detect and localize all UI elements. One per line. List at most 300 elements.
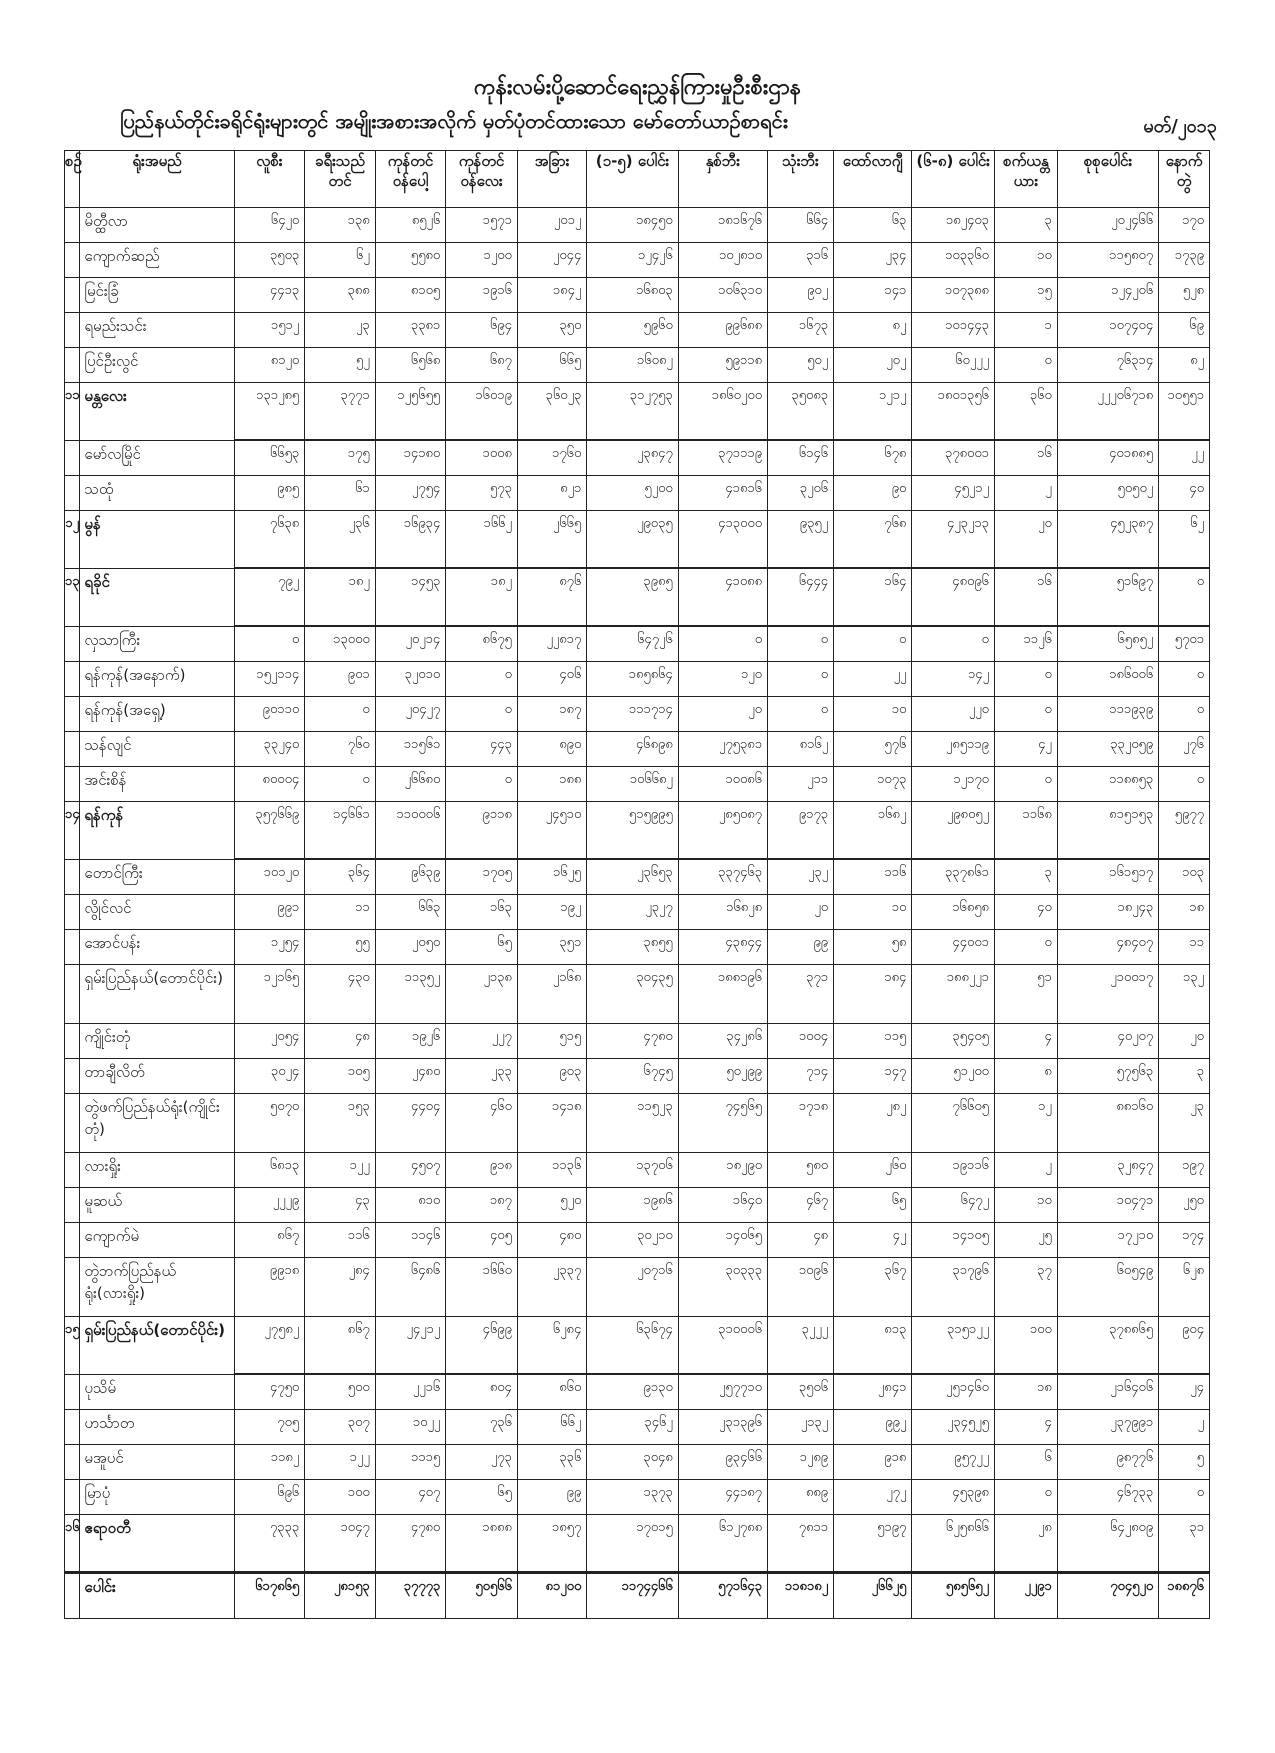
value-cell: ၁၆၀၁၉	[446, 383, 518, 441]
office-name: ရှမ်းပြည်နယ်(တောင်ပိုင်း)	[80, 1317, 234, 1375]
value-cell: ၀	[1159, 1480, 1210, 1515]
value-cell: ၃၇၇၇၃	[375, 1573, 446, 1619]
value-cell: ၁၁	[1159, 930, 1210, 965]
value-cell: ၇၈၁၁	[768, 1515, 834, 1573]
value-cell: ၁၆၈၀၃	[587, 278, 678, 313]
value-cell: ၃၃၂၄၀	[234, 732, 305, 767]
value-cell: ၀	[446, 662, 518, 697]
value-cell: ၁၂၄၂၀၆	[1057, 278, 1158, 313]
value-cell: ၄၃၈၄၄	[678, 930, 767, 965]
total-row	[65, 1573, 1210, 1619]
value-cell: ၆၁၇၈၆၅	[234, 1573, 305, 1619]
office-name: ရခိုင်	[80, 568, 234, 626]
value-cell: ၆၉၄	[446, 313, 518, 348]
value-cell: ၈၆၀	[517, 1374, 586, 1410]
value-cell: ၉၉	[517, 1480, 586, 1515]
value-cell: ၄၄၃	[446, 732, 518, 767]
table-row	[65, 278, 1210, 313]
value-cell: ၁၇၂၁၀	[1057, 1223, 1158, 1258]
value-cell: ၂၂၂၀၆၇၁၈	[1057, 383, 1158, 441]
value-cell: ၁၀၆၃၁၀	[678, 278, 767, 313]
column-header: ရုံးအမည်	[80, 151, 234, 208]
value-cell: ၅၇၆	[834, 732, 912, 767]
value-cell: ၂၀၄၂၇	[375, 697, 446, 732]
value-cell: ၃၃၇၈၆၁	[912, 859, 995, 895]
office-name: အောင်ပန်း	[80, 930, 234, 965]
value-cell: ၁၆၃	[446, 895, 518, 930]
value-cell: ၆၂၈	[1159, 1258, 1210, 1317]
value-cell: ၁၂၁၇၀	[912, 767, 995, 802]
value-cell: ၁၆၄	[834, 568, 912, 626]
value-cell: ၉၃၄၆၆	[678, 1445, 767, 1480]
value-cell: ၄၆၉၉	[446, 1317, 518, 1375]
value-cell: ၁၉၂၆	[375, 1024, 446, 1059]
value-cell: ၁၀၉၆	[768, 1258, 834, 1317]
value-cell: ၁၆၈၂၈	[678, 895, 767, 930]
value-cell: ၃၅၀၆	[768, 1374, 834, 1410]
value-cell: ၁၇၀၅	[446, 859, 518, 895]
value-cell: ၆၅၆၈	[375, 348, 446, 383]
row-number	[65, 930, 80, 965]
value-cell: ၁၂၀၀	[446, 243, 518, 278]
value-cell: ၂၅၁၄၆၀	[912, 1374, 995, 1410]
value-cell: ၁၀၀၄	[768, 1024, 834, 1059]
value-cell: ၁၈၂၄၀၃	[912, 208, 995, 243]
value-cell: ၄၄၁၈၇	[678, 1480, 767, 1515]
value-cell: ၂၇၆	[1159, 732, 1210, 767]
table-row	[65, 767, 1210, 802]
table-row	[65, 1223, 1210, 1258]
report-title: ကုန်းလမ်းပို့ဆောင်ရေးညွှန်ကြားမှုဦးစီးဌာန	[473, 75, 802, 100]
value-cell: ၁၇၀	[1159, 208, 1210, 243]
value-cell: ၁၈၈၇၆	[1159, 1573, 1210, 1619]
office-name: မန္တလေး	[80, 383, 234, 441]
value-cell: ၅၂၀	[517, 1188, 586, 1223]
value-cell: ၂၇၅၃၈၁	[678, 732, 767, 767]
value-cell: ၅၈၀	[768, 1153, 834, 1188]
value-cell: ၃၁	[1159, 1515, 1210, 1573]
value-cell: ၃၁၇၉၆	[912, 1258, 995, 1317]
value-cell: ၁၀	[834, 895, 912, 930]
row-number	[65, 1258, 80, 1317]
value-cell: ၁၉၈၆	[587, 1188, 678, 1223]
office-name: ဟင်္သာတ	[80, 1410, 234, 1445]
value-cell: ၃၈၅၅	[587, 930, 678, 965]
value-cell: ၇၆၀	[305, 732, 376, 767]
value-cell: ၁၄၅၃	[375, 568, 446, 626]
value-cell: ၃၃၂၀၅၉	[1057, 732, 1158, 767]
value-cell: ၁၀၁၂၀	[234, 859, 305, 895]
value-cell: ၂၀၂၄၆၆	[1057, 208, 1158, 243]
value-cell: ၇၆၃၁၄	[1057, 348, 1158, 383]
value-cell: ၇၉၂	[234, 568, 305, 626]
row-number	[65, 965, 80, 1024]
value-cell: ၂၆၆၂၅	[834, 1573, 912, 1619]
value-cell: ၁၈၈၁၉၆	[678, 965, 767, 1024]
value-cell: ၅၀၅၆၆	[446, 1573, 518, 1619]
value-cell: ၉၉၆၈၈	[678, 313, 767, 348]
office-name: လွိုင်လင်	[80, 895, 234, 930]
value-cell: ၁၆၆၀	[446, 1258, 518, 1317]
office-name: မအူပင်	[80, 1445, 234, 1480]
value-cell: ၂၀၂၁၄	[375, 626, 446, 662]
table-row	[65, 1258, 1210, 1317]
row-number	[65, 348, 80, 383]
column-header: စုစုပေါင်း	[1057, 151, 1158, 208]
row-number	[65, 1223, 80, 1258]
value-cell: ၃၅၀၃	[234, 243, 305, 278]
column-header: ကုန်တင်ဝန်လေး	[446, 151, 518, 208]
row-number	[65, 243, 80, 278]
value-cell: ၄၁၈၁၆	[678, 476, 767, 511]
value-cell: ၄၁၀၈၈	[678, 568, 767, 626]
row-number	[65, 476, 80, 511]
column-header: နောက်တွဲ	[1159, 151, 1210, 208]
table-row	[65, 1094, 1210, 1153]
value-cell: ၂၀၄၄	[517, 243, 586, 278]
value-cell: ၃၁၅၁၂၂	[912, 1317, 995, 1375]
value-cell: ၂၈၂	[834, 1094, 912, 1153]
column-header: နှစ်ဘီး	[678, 151, 767, 208]
value-cell: ၆	[994, 1445, 1057, 1480]
value-cell: ၁၇၆၀	[517, 440, 586, 476]
value-cell: ၄၀	[994, 895, 1057, 930]
value-cell: ၁၈၄၅၀	[587, 208, 678, 243]
value-cell: ၅၁၆၉၇	[1057, 568, 1158, 626]
value-cell: ၃၃၇၄၆၃	[678, 859, 767, 895]
value-cell: ၁၆	[994, 440, 1057, 476]
value-cell: ၆၇၈	[834, 440, 912, 476]
office-name: တွဲဘက်ပြည်နယ်ရုံး(လားရှိုး)	[80, 1258, 234, 1317]
value-cell: ၆၆၅၃	[234, 440, 305, 476]
value-cell: ၈၆၇၅	[446, 626, 518, 662]
row-number	[65, 626, 80, 662]
value-cell: ၅၁၅၉၉၅	[587, 802, 678, 860]
office-name: ပေါင်း	[80, 1573, 234, 1619]
value-cell: ၂၈၁၅၃	[305, 1573, 376, 1619]
office-name: ပြင်ဦးလွင်	[80, 348, 234, 383]
report-subtitle: ပြည်နယ်တိုင်းခရိုင်ရုံးများတွင် အမျိုးအစားအလိုက် မှတ်ပုံတင်ထားသော မော်တော်ယာဉ်စာရင်း	[120, 109, 788, 133]
value-cell: ၂၃၇၉၉၁	[1057, 1410, 1158, 1445]
value-cell: ၄၅၂၁၂	[912, 476, 995, 511]
value-cell: ၁၆၀၈၂	[587, 348, 678, 383]
value-cell: ၁၅၂၁၁၄	[234, 662, 305, 697]
value-cell: ၂၆၆၈၀	[375, 767, 446, 802]
value-cell: ၄၀၁၈၈၅	[1057, 440, 1158, 476]
value-cell: ၁၆၂၅	[517, 859, 586, 895]
value-cell: ၅၅၈၀	[375, 243, 446, 278]
value-cell: ၁၀	[994, 243, 1057, 278]
value-cell: ၆၁	[305, 476, 376, 511]
value-cell: ၂၁၆၈	[517, 965, 586, 1024]
value-cell: ၂၄၈၀	[375, 1059, 446, 1094]
table-row	[65, 1445, 1210, 1480]
table-row	[65, 697, 1210, 732]
value-cell: ၉၅၇၂၂	[912, 1445, 995, 1480]
value-cell: ၃၇၁	[768, 965, 834, 1024]
value-cell: ၂၅	[994, 1223, 1057, 1258]
value-cell: ၁၂၂	[305, 1153, 376, 1188]
value-cell: ၁၈၁၆၇၆	[678, 208, 767, 243]
value-cell: ၆၁၂၇၈၈	[678, 1515, 767, 1573]
value-cell: ၂၀၇၁၆	[587, 1258, 678, 1317]
row-number	[65, 662, 80, 697]
value-cell: ၄၇၈၀	[375, 1515, 446, 1573]
value-cell: ၇၁၄	[768, 1059, 834, 1094]
value-cell: ၆၆၃	[375, 895, 446, 930]
column-header: စဉ်	[65, 151, 80, 208]
value-cell: ၁၈၂၄၃	[1057, 895, 1158, 930]
value-cell: ၈၇၆	[517, 568, 586, 626]
row-number	[65, 278, 80, 313]
value-cell: ၀	[994, 1480, 1057, 1515]
value-cell: ၆၀၂၂၂	[912, 348, 995, 383]
value-cell: ၂၈၄၁	[834, 1374, 912, 1410]
value-cell: ၁၇၄	[1159, 1223, 1210, 1258]
value-cell: ၂၂	[834, 662, 912, 697]
value-cell: ၉၈၅	[234, 476, 305, 511]
value-cell: ၁၈၂၉၀	[678, 1153, 767, 1188]
value-cell: ၁၀၅၅၁	[1159, 383, 1210, 441]
value-cell: ၀	[678, 626, 767, 662]
value-cell: ၃၀၄၈	[587, 1445, 678, 1480]
value-cell: ၄၂	[834, 1223, 912, 1258]
value-cell: ၈၁၂၀	[234, 348, 305, 383]
value-cell: ၂၀၁၂	[517, 208, 586, 243]
value-cell: ၁၇၀၁၅	[587, 1515, 678, 1573]
value-cell: ၁၈၂	[446, 568, 518, 626]
value-cell: ၁၀၄၇	[305, 1515, 376, 1573]
office-name: သန်လျင်	[80, 732, 234, 767]
value-cell: ၂၆၆၅	[517, 511, 586, 569]
value-cell: ၂၃၆၅၃	[587, 859, 678, 895]
value-cell: ၁၄၁၈၀	[375, 440, 446, 476]
value-cell: ၂၃၁၃၉၆	[678, 1410, 767, 1445]
value-cell: ၁၀	[834, 697, 912, 732]
row-number	[65, 1445, 80, 1480]
value-cell: ၃၆၀၂၃	[517, 383, 586, 441]
value-cell: ၃၇၈၀၀၁	[912, 440, 995, 476]
value-cell: ၁၀၃၃၆၀	[912, 243, 995, 278]
value-cell: ၁၈၄၂	[517, 278, 586, 313]
value-cell: ၁၀၇၄၀၄	[1057, 313, 1158, 348]
office-name: ရန်ကုန်(အနောက်)	[80, 662, 234, 697]
value-cell: ၁၁၅၈၀၇	[1057, 243, 1158, 278]
value-cell: ၅၁	[994, 965, 1057, 1024]
value-cell: ၈၈၉	[768, 1480, 834, 1515]
value-cell: ၂၉၀၃၅	[587, 511, 678, 569]
column-header: ကုန်တင်ဝန်ပေါ့	[375, 151, 446, 208]
row-number	[65, 440, 80, 476]
value-cell: ၃	[994, 859, 1057, 895]
table-row	[65, 511, 1210, 569]
value-cell: ၄၈၀	[517, 1223, 586, 1258]
value-cell: ၉၉၂	[834, 1410, 912, 1445]
value-cell: ၆၅	[446, 930, 518, 965]
value-cell: ၀	[994, 662, 1057, 697]
value-cell: ၃၆၄	[305, 859, 376, 895]
table-row	[65, 1317, 1210, 1375]
value-cell: ၁၁၃၆	[517, 1153, 586, 1188]
value-cell: ၆၆၂	[517, 1410, 586, 1445]
table-row	[65, 732, 1210, 767]
value-cell: ၃၉၈၅	[587, 568, 678, 626]
value-cell: ၂၃၂၇	[587, 895, 678, 930]
value-cell: ၀	[446, 697, 518, 732]
value-cell: ၃၆၀	[994, 383, 1057, 441]
value-cell: ၆၂	[1159, 511, 1210, 569]
office-name: ကျောက်ဆည်	[80, 243, 234, 278]
value-cell: ၇၆၃၈	[234, 511, 305, 569]
value-cell: ၈၆၇	[234, 1223, 305, 1258]
value-cell: ၂	[994, 1153, 1057, 1188]
value-cell: ၁၅၇၁	[446, 208, 518, 243]
value-cell: ၀	[234, 626, 305, 662]
value-cell: ၁၃၇၀၆	[587, 1153, 678, 1188]
value-cell: ၇၀၅	[234, 1410, 305, 1445]
value-cell: ၄၄၀၀၁	[912, 930, 995, 965]
value-cell: ၁၈	[994, 1374, 1057, 1410]
value-cell: ၁၀၅	[305, 1059, 376, 1094]
value-cell: ၄၆၈၉၈	[587, 732, 678, 767]
value-cell: ၄	[994, 1024, 1057, 1059]
value-cell: ၃၇၈၈၆၅	[1057, 1317, 1158, 1375]
value-cell: ၆၄၂၈၀၉	[1057, 1515, 1158, 1573]
office-name: သထုံ	[80, 476, 234, 511]
value-cell: ၁၅	[994, 278, 1057, 313]
value-cell: ၃	[1159, 1059, 1210, 1094]
value-cell: ၄၆၀	[446, 1094, 518, 1153]
value-cell: ၁၄၇	[834, 1059, 912, 1094]
table-row	[65, 895, 1210, 930]
value-cell: ၃၂၂၂	[768, 1317, 834, 1375]
value-cell: ၃၅၀	[517, 313, 586, 348]
value-cell: ၅	[1159, 1445, 1210, 1480]
value-cell: ၈၁၀၅	[375, 278, 446, 313]
value-cell: ၄၀၇	[375, 1480, 446, 1515]
office-name: ရမည်းသင်း	[80, 313, 234, 348]
value-cell: ၆၆၅	[517, 348, 586, 383]
value-cell: ၄၄၁၃	[234, 278, 305, 313]
row-number	[65, 732, 80, 767]
value-cell: ၉၁၈	[834, 1445, 912, 1480]
value-cell: ၅၁၂၀၀	[912, 1059, 995, 1094]
value-cell: ၂၃၄၅၂၅	[912, 1410, 995, 1445]
value-cell: ၉၁၁၈	[446, 802, 518, 860]
value-cell: ၁၆	[994, 568, 1057, 626]
value-cell: ၂၃၄	[834, 243, 912, 278]
value-cell: ၁၈၈၈	[446, 1515, 518, 1573]
value-cell: ၁၁၅	[834, 1024, 912, 1059]
value-cell: ၁၀၇၃၈၈	[912, 278, 995, 313]
value-cell: ၉၀၁၁၀	[234, 697, 305, 732]
column-header: လူစီး	[234, 151, 305, 208]
value-cell: ၄၀၆	[517, 662, 586, 697]
value-cell: ၅၂၀၀	[587, 476, 678, 511]
office-name: ကျောက်မဲ	[80, 1223, 234, 1258]
row-number: ၁၃	[65, 568, 80, 626]
value-cell: ၅၇၅၆၃	[1057, 1059, 1158, 1094]
value-cell: ၇၃၃၃	[234, 1515, 305, 1573]
value-cell: ၁၂၂	[305, 1445, 376, 1480]
row-number: ၁၄	[65, 802, 80, 860]
value-cell: ၆၀၅၄၉	[1057, 1258, 1158, 1317]
table-row	[65, 1188, 1210, 1223]
value-cell: ၂၀	[1159, 1024, 1210, 1059]
value-cell: ၁၄၁၀၅	[912, 1223, 995, 1258]
value-cell: ၇၆၈	[834, 511, 912, 569]
office-name: အင်းစိန်	[80, 767, 234, 802]
value-cell: ၄၇၅၀	[234, 1374, 305, 1410]
value-cell: ၂၈၅၁၁၉	[912, 732, 995, 767]
value-cell: ၃၄၆၂	[587, 1410, 678, 1445]
value-cell: ၂၂	[1159, 440, 1210, 476]
value-cell: ၆၉၆	[234, 1480, 305, 1515]
row-number	[65, 1153, 80, 1188]
value-cell: ၄၄၀၄	[375, 1094, 446, 1153]
value-cell: ၅၀၂၉၉	[678, 1059, 767, 1094]
value-cell: ၅၇၃	[446, 476, 518, 511]
value-cell: ၀	[768, 697, 834, 732]
value-cell: ၂၅၇၇၁၀	[678, 1374, 767, 1410]
value-cell: ၃၈၈	[305, 278, 376, 313]
value-cell: ၁၈	[1159, 895, 1210, 930]
value-cell: ၃၀၂၄	[234, 1059, 305, 1094]
value-cell: ၃	[994, 208, 1057, 243]
value-cell: ၂	[1159, 1410, 1210, 1445]
value-cell: ၂၂၁၆	[375, 1374, 446, 1410]
value-cell: ၁၄၆၆၁	[305, 802, 376, 860]
column-header: ခရီးသည်တင်	[305, 151, 376, 208]
value-cell: ၄၇၈၀	[587, 1024, 678, 1059]
value-cell: ၆၅	[446, 1480, 518, 1515]
value-cell: ၃၀၂၁၀	[587, 1223, 678, 1258]
table-row	[65, 348, 1210, 383]
value-cell: ၄၆၇၃၃	[1057, 1480, 1158, 1515]
value-cell: ၅၁၉၇	[834, 1515, 912, 1573]
value-cell: ၂၃၈၄၇	[587, 440, 678, 476]
table-row	[65, 440, 1210, 476]
value-cell: ၀	[994, 348, 1057, 383]
value-cell: ၁၁၁၅	[375, 1445, 446, 1480]
value-cell: ၀	[912, 626, 995, 662]
value-cell: ၁၄၀၆၅	[678, 1223, 767, 1258]
value-cell: ၈၅၂၆	[375, 208, 446, 243]
value-cell: ၅၀၀	[305, 1374, 376, 1410]
value-cell: ၆၆၄	[768, 208, 834, 243]
value-cell: ၂၇၂	[834, 1480, 912, 1515]
value-cell: ၆၄၂၀	[234, 208, 305, 243]
value-cell: ၂၇၃	[446, 1445, 518, 1480]
value-cell: ၅၂၈	[1159, 278, 1210, 313]
value-cell: ၈၈၁၆၀	[1057, 1094, 1158, 1153]
value-cell: ၂၀၅၄	[234, 1024, 305, 1059]
value-cell: ၃၅၀၈၃	[768, 383, 834, 441]
row-number: ၁၅	[65, 1317, 80, 1375]
value-cell: ၈၂	[1159, 348, 1210, 383]
value-cell: ၈၁၂၀၀	[517, 1573, 586, 1619]
value-cell: ၁	[994, 313, 1057, 348]
value-cell: ၂၂၇	[446, 1024, 518, 1059]
value-cell: ၂၉၈၀၅၂	[912, 802, 995, 860]
value-cell: ၉၁၈	[446, 1153, 518, 1188]
table-row	[65, 208, 1210, 243]
value-cell: ၃၅၄၀၅	[912, 1024, 995, 1059]
value-cell: ၁၀၃	[1159, 859, 1210, 895]
value-cell: ၁၉၂	[517, 895, 586, 930]
value-cell: ၅၉၁၁၈	[678, 348, 767, 383]
row-number	[65, 1024, 80, 1059]
